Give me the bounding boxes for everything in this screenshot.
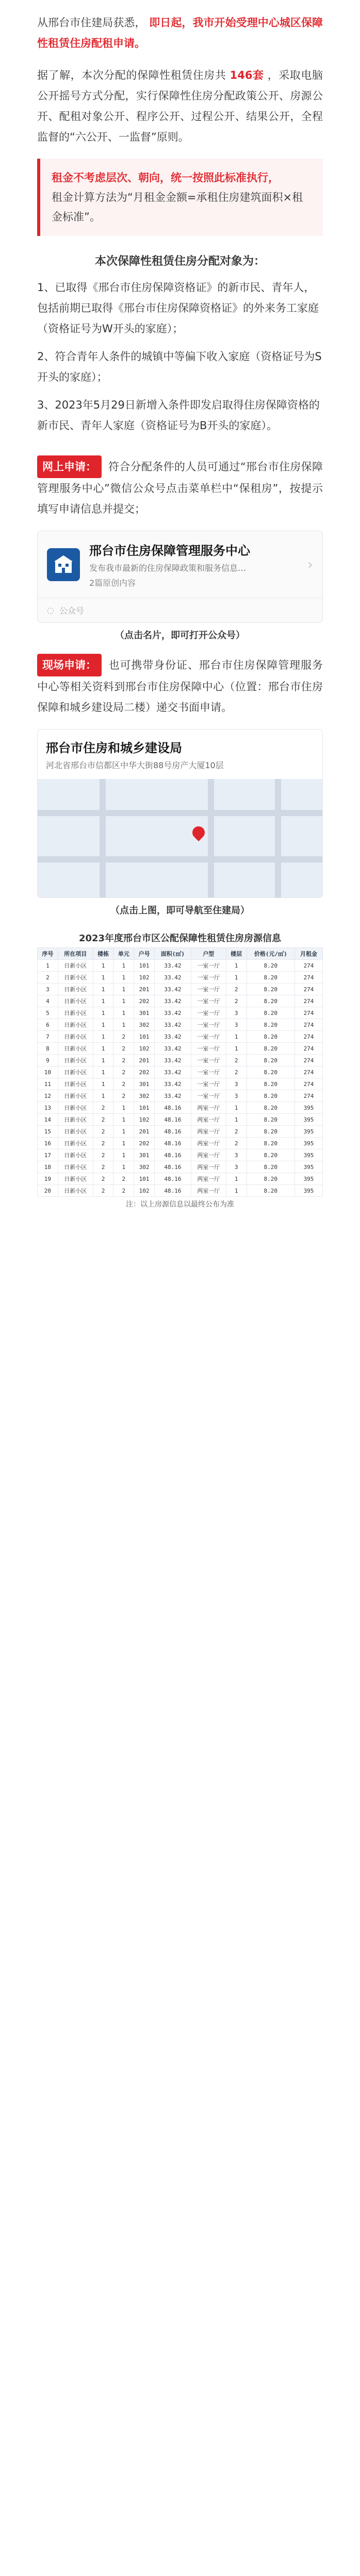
onsite-apply-paragraph [37, 654, 323, 718]
table-cell: 33.42 [154, 972, 191, 984]
table-cell: 2 [93, 1185, 113, 1197]
table-cell: 两室一厅 [191, 1138, 226, 1149]
table-cell: 一室一厅 [191, 995, 226, 1007]
table-cell: 1 [93, 995, 113, 1007]
table-cell: 33.42 [154, 1031, 191, 1043]
table-cell: 8.20 [247, 1078, 294, 1090]
table-cell: 两室一厅 [191, 1114, 226, 1126]
table-cell: 274 [295, 995, 323, 1007]
chevron-right-icon: › [307, 556, 313, 573]
table-cell: 302 [134, 1090, 155, 1102]
housing-table-area [37, 931, 323, 1209]
table-cell: 2 [113, 1090, 134, 1102]
table-cell: 33.42 [154, 1055, 191, 1066]
table-cell: 202 [134, 995, 155, 1007]
table-cell: 日新小区 [58, 1161, 93, 1173]
wechat-card-header[interactable] [38, 531, 322, 598]
table-cell: 两室一厅 [191, 1161, 226, 1173]
housing-table [37, 947, 323, 1197]
table-row [38, 1007, 323, 1019]
table-cell: 8.20 [247, 1102, 294, 1114]
housing-table-title: 2023年度邢台市区公配保障性租赁住房房源信息 [78, 933, 282, 944]
table-cell: 302 [134, 1161, 155, 1173]
table-cell: 2 [93, 1102, 113, 1114]
table-cell: 1 [93, 960, 113, 972]
table-cell: 274 [295, 984, 323, 995]
table-cell: 2 [93, 1138, 113, 1149]
table-cell: 301 [134, 1078, 155, 1090]
table-cell: 2 [93, 1149, 113, 1161]
table-cell: 2 [226, 995, 247, 1007]
table-cell: 48.16 [154, 1138, 191, 1149]
map-caption: （点击上图，即可导航至住建局） [110, 905, 250, 916]
table-cell: 8.20 [247, 1138, 294, 1149]
table-cell: 1 [226, 1185, 247, 1197]
table-cell: 33.42 [154, 960, 191, 972]
table-cell: 48.16 [154, 1185, 191, 1197]
col-header: 价格(元/㎡) [247, 948, 294, 960]
table-row [38, 1066, 323, 1078]
table-cell: 48.16 [154, 1102, 191, 1114]
table-cell: 1 [113, 1007, 134, 1019]
table-row [38, 1138, 323, 1149]
table-cell: 2 [226, 984, 247, 995]
housing-table-body [38, 960, 323, 1197]
table-cell: 5 [38, 1007, 58, 1019]
table-cell: 201 [134, 984, 155, 995]
table-cell: 8.20 [247, 1090, 294, 1102]
table-cell: 2 [226, 1055, 247, 1066]
table-cell: 2 [113, 1185, 134, 1197]
table-cell: 3 [38, 984, 58, 995]
table-cell: 2 [113, 1043, 134, 1055]
table-cell: 12 [38, 1090, 58, 1102]
table-row [38, 1114, 323, 1126]
table-cell: 274 [295, 1055, 323, 1066]
table-cell: 6 [38, 1019, 58, 1031]
table-cell: 两室一厅 [191, 1173, 226, 1185]
table-cell: 1 [93, 972, 113, 984]
table-cell: 9 [38, 1055, 58, 1066]
table-cell: 1 [93, 1007, 113, 1019]
col-header: 楼栋 [93, 948, 113, 960]
col-header: 楼层 [226, 948, 247, 960]
housing-table-header-row [38, 948, 323, 960]
table-row [38, 1102, 323, 1114]
table-cell: 395 [295, 1102, 323, 1114]
table-cell: 274 [295, 1043, 323, 1055]
table-cell: 日新小区 [58, 1185, 93, 1197]
online-apply-paragraph [37, 455, 323, 519]
table-cell: 1 [93, 1031, 113, 1043]
table-cell: 302 [134, 1019, 155, 1031]
table-cell: 两室一厅 [191, 1102, 226, 1114]
table-cell: 一室一厅 [191, 1078, 226, 1090]
wechat-icon: ◌ [47, 605, 54, 615]
wechat-card-caption: （点击名片，即可打开公众号） [115, 630, 245, 641]
table-cell: 日新小区 [58, 1102, 93, 1114]
table-cell: 3 [226, 1149, 247, 1161]
table-cell: 1 [113, 972, 134, 984]
table-cell: 日新小区 [58, 1149, 93, 1161]
table-cell: 一室一厅 [191, 1090, 226, 1102]
table-cell: 2 [93, 1173, 113, 1185]
wechat-account-desc: 发布我市最新的住房保障政策和服务信息… [89, 563, 247, 573]
table-cell: 16 [38, 1138, 58, 1149]
rent-callout-text: 租金计算方法为“月租金金额=承租住房建筑面积×租金标准”。 [52, 191, 303, 223]
table-cell: 1 [93, 1043, 113, 1055]
online-apply-text: 符合分配条件的人员可通过“邢台市住房保障管理服务中心”微信公众号点击菜单栏中“保租房”，按提示填写申请信息并提交； [37, 461, 323, 515]
table-cell: 1 [113, 1019, 134, 1031]
table-cell: 日新小区 [58, 1043, 93, 1055]
table-cell: 日新小区 [58, 1173, 93, 1185]
table-cell: 1 [113, 984, 134, 995]
rent-callout-title: 租金不考虑层次、朝向，统一按照此标准执行， [52, 172, 279, 184]
table-cell: 日新小区 [58, 1138, 93, 1149]
table-row [38, 1043, 323, 1055]
table-cell: 1 [226, 1031, 247, 1043]
table-cell: 101 [134, 960, 155, 972]
table-cell: 8.20 [247, 1114, 294, 1126]
table-cell: 274 [295, 960, 323, 972]
table-cell: 8.20 [247, 1173, 294, 1185]
table-cell: 日新小区 [58, 995, 93, 1007]
table-cell: 33.42 [154, 1043, 191, 1055]
housing-table-note: 注：以上房源信息以最终公布为准 [126, 1200, 234, 1209]
table-cell: 2 [113, 1066, 134, 1078]
col-header: 面积(㎡) [154, 948, 191, 960]
table-cell: 395 [295, 1161, 323, 1173]
col-header: 单元 [113, 948, 134, 960]
table-cell: 395 [295, 1173, 323, 1185]
table-cell: 一室一厅 [191, 1055, 226, 1066]
map-address: 河北省邢台市信都区中华大街88号房产大厦10层 [46, 760, 224, 770]
table-cell: 274 [295, 1031, 323, 1043]
target-item: 3、2023年5月29日新增入条件即发启取得住房保障资格的新市民、青年人家庭（资格证号为B开头的家庭）。 [37, 399, 320, 432]
table-cell: 101 [134, 1031, 155, 1043]
table-cell: 48.16 [154, 1173, 191, 1185]
table-cell: 201 [134, 1126, 155, 1138]
table-cell: 14 [38, 1114, 58, 1126]
table-cell: 102 [134, 1043, 155, 1055]
wechat-card-footer-label: 公众号 [59, 606, 84, 616]
table-cell: 101 [134, 1173, 155, 1185]
table-cell: 301 [134, 1007, 155, 1019]
table-cell: 2 [93, 1161, 113, 1173]
table-cell: 日新小区 [58, 1031, 93, 1043]
table-cell: 8.20 [247, 1066, 294, 1078]
table-cell: 日新小区 [58, 1066, 93, 1078]
table-cell: 274 [295, 1090, 323, 1102]
target-item: 1、已取得《邢台市住房保障资格证》的新市民、青年人，包括前期已取得《邢台市住房保障资格证》的外来务工家庭（资格证号为W开头的家庭）； [37, 281, 319, 335]
table-cell: 1 [113, 1126, 134, 1138]
table-cell: 日新小区 [58, 1126, 93, 1138]
table-cell: 8 [38, 1043, 58, 1055]
table-cell: 1 [226, 1043, 247, 1055]
table-cell: 8.20 [247, 1031, 294, 1043]
table-cell: 一室一厅 [191, 972, 226, 984]
table-cell: 8.20 [247, 995, 294, 1007]
housing-table-head [38, 948, 323, 960]
table-cell: 202 [134, 1066, 155, 1078]
table-row [38, 984, 323, 995]
table-cell: 33.42 [154, 1007, 191, 1019]
table-cell: 3 [226, 1161, 247, 1173]
distribution-count: 146套 [230, 69, 264, 81]
table-cell: 1 [93, 1055, 113, 1066]
wechat-account-card[interactable] [37, 531, 323, 623]
col-header: 户型 [191, 948, 226, 960]
table-cell: 33.42 [154, 984, 191, 995]
table-cell: 一室一厅 [191, 1043, 226, 1055]
target-item: 2、符合青年人条件的城镇中等偏下收入家庭（资格证号为S开头的家庭）； [37, 350, 322, 383]
table-cell: 8.20 [247, 972, 294, 984]
table-cell: 1 [113, 1102, 134, 1114]
table-row [38, 1126, 323, 1138]
table-cell: 2 [113, 1055, 134, 1066]
target-list [0, 277, 360, 436]
table-cell: 274 [295, 1066, 323, 1078]
rent-callout [37, 159, 323, 236]
table-cell: 8.20 [247, 984, 294, 995]
table-cell: 2 [226, 1126, 247, 1138]
table-row [38, 1173, 323, 1185]
online-apply-badge: 网上申请： [37, 455, 102, 478]
table-cell: 两室一厅 [191, 1126, 226, 1138]
table-row [38, 1031, 323, 1043]
table-cell: 395 [295, 1114, 323, 1126]
table-cell: 1 [113, 1161, 134, 1173]
table-cell: 1 [113, 1138, 134, 1149]
table-cell: 1 [38, 960, 58, 972]
intro-highlight: 即日起，我市开始受理中心城区保障性租赁住房配租申请。 [37, 16, 323, 49]
table-cell: 一室一厅 [191, 1007, 226, 1019]
table-cell: 日新小区 [58, 984, 93, 995]
table-cell: 101 [134, 1102, 155, 1114]
building-icon [52, 553, 75, 576]
table-row [38, 1090, 323, 1102]
table-row [38, 1055, 323, 1066]
table-cell: 1 [113, 995, 134, 1007]
table-cell: 395 [295, 1126, 323, 1138]
table-cell: 8.20 [247, 1149, 294, 1161]
map-road [208, 779, 214, 897]
table-cell: 395 [295, 1185, 323, 1197]
onsite-apply-badge: 现场申请： [37, 654, 102, 676]
table-cell: 48.16 [154, 1126, 191, 1138]
table-cell: 274 [295, 1007, 323, 1019]
table-cell: 日新小区 [58, 1055, 93, 1066]
table-row [38, 1149, 323, 1161]
distribution-text-rest: ，采取电脑公开摇号方式分配，实行保障性住房分配政策公开、房源公开、配租对象公开、程序公开、过程公开、结果公开，全程监督的“六公开、一监督”原则。 [37, 69, 323, 143]
col-header: 所在项目 [58, 948, 93, 960]
table-cell: 8.20 [247, 960, 294, 972]
table-cell: 202 [134, 1138, 155, 1149]
table-row [38, 1161, 323, 1173]
table-cell: 一室一厅 [191, 1031, 226, 1043]
table-cell: 一室一厅 [191, 1066, 226, 1078]
table-cell: 日新小区 [58, 960, 93, 972]
target-heading: 本次保障性租赁住房分配对象为： [94, 255, 265, 268]
table-row [38, 1185, 323, 1197]
wechat-card-text [89, 540, 250, 588]
map-road [275, 779, 281, 897]
table-cell: 1 [93, 1090, 113, 1102]
table-cell: 274 [295, 972, 323, 984]
table-cell: 274 [295, 1078, 323, 1090]
table-cell: 一室一厅 [191, 984, 226, 995]
wechat-account-name: 邢台市住房保障管理服务中心 [89, 544, 250, 558]
intro-paragraph [37, 12, 323, 54]
table-cell: 8.20 [247, 1161, 294, 1173]
table-cell: 1 [226, 960, 247, 972]
table-cell: 33.42 [154, 995, 191, 1007]
table-cell: 301 [134, 1149, 155, 1161]
table-cell: 102 [134, 1114, 155, 1126]
table-cell: 8.20 [247, 1019, 294, 1031]
intro-section [0, 0, 360, 147]
table-cell: 33.42 [154, 1019, 191, 1031]
map-title: 邢台市住房和城乡建设局 [46, 741, 182, 755]
table-cell: 48.16 [154, 1161, 191, 1173]
table-cell: 274 [295, 1019, 323, 1031]
table-cell: 19 [38, 1173, 58, 1185]
table-cell: 1 [93, 1066, 113, 1078]
table-cell: 7 [38, 1031, 58, 1043]
table-cell: 8.20 [247, 1043, 294, 1055]
table-cell: 2 [113, 1031, 134, 1043]
table-cell: 102 [134, 972, 155, 984]
location-map-card[interactable] [37, 729, 323, 898]
table-cell: 395 [295, 1138, 323, 1149]
table-cell: 20 [38, 1185, 58, 1197]
map-road [100, 779, 106, 897]
table-row [38, 972, 323, 984]
table-cell: 3 [226, 1078, 247, 1090]
table-cell: 1 [113, 960, 134, 972]
table-cell: 日新小区 [58, 1007, 93, 1019]
wechat-card-footer [38, 598, 322, 622]
table-cell: 2 [113, 1078, 134, 1090]
table-cell: 一室一厅 [191, 960, 226, 972]
table-cell: 8.20 [247, 1126, 294, 1138]
table-cell: 一室一厅 [191, 1019, 226, 1031]
table-cell: 2 [93, 1126, 113, 1138]
distribution-paragraph [37, 65, 323, 147]
table-cell: 2 [38, 972, 58, 984]
distribution-text-prefix: 据了解，本次分配的保障性租赁住房共 [37, 69, 226, 81]
online-apply-section [0, 443, 360, 519]
intro-text: 从邢台市住建局获悉， [37, 16, 146, 29]
table-cell: 10 [38, 1066, 58, 1078]
table-row [38, 960, 323, 972]
table-cell: 8.20 [247, 1055, 294, 1066]
table-cell: 2 [226, 1066, 247, 1078]
table-cell: 日新小区 [58, 972, 93, 984]
table-cell: 两室一厅 [191, 1185, 226, 1197]
table-cell: 3 [226, 1090, 247, 1102]
location-pin-icon [190, 824, 207, 841]
table-cell: 48.16 [154, 1114, 191, 1126]
table-cell: 15 [38, 1126, 58, 1138]
table-cell: 1 [226, 1102, 247, 1114]
map-image[interactable] [38, 779, 322, 897]
table-cell: 1 [226, 1173, 247, 1185]
table-row [38, 1078, 323, 1090]
map-header [38, 730, 322, 779]
table-cell: 1 [226, 1114, 247, 1126]
wechat-account-avatar [47, 548, 80, 581]
table-cell: 2 [93, 1114, 113, 1126]
col-header: 序号 [38, 948, 58, 960]
table-row [38, 995, 323, 1007]
table-cell: 2 [226, 1138, 247, 1149]
table-cell: 201 [134, 1055, 155, 1066]
table-cell: 日新小区 [58, 1114, 93, 1126]
wechat-account-count: 2篇原创内容 [89, 578, 136, 588]
col-header: 户号 [134, 948, 155, 960]
table-cell: 48.16 [154, 1149, 191, 1161]
table-cell: 1 [113, 1114, 134, 1126]
table-cell: 18 [38, 1161, 58, 1173]
table-cell: 3 [226, 1019, 247, 1031]
table-cell: 17 [38, 1149, 58, 1161]
table-row [38, 1019, 323, 1031]
table-cell: 33.42 [154, 1078, 191, 1090]
table-cell: 1 [93, 984, 113, 995]
onsite-apply-section [0, 641, 360, 718]
table-cell: 1 [113, 1149, 134, 1161]
table-cell: 102 [134, 1185, 155, 1197]
table-cell: 8.20 [247, 1185, 294, 1197]
table-cell: 11 [38, 1078, 58, 1090]
table-cell: 4 [38, 995, 58, 1007]
table-cell: 日新小区 [58, 1019, 93, 1031]
table-cell: 2 [113, 1173, 134, 1185]
table-cell: 8.20 [247, 1007, 294, 1019]
onsite-apply-text: 也可携带身份证、邢台市住房保障管理服务中心等相关资料到邢台市住房保障中心（位置：邢台市住房保障和城乡建设局二楼）递交书面申请。 [37, 659, 323, 714]
table-cell: 两室一厅 [191, 1149, 226, 1161]
table-cell: 日新小区 [58, 1090, 93, 1102]
table-cell: 1 [226, 972, 247, 984]
table-cell: 3 [226, 1007, 247, 1019]
table-cell: 日新小区 [58, 1078, 93, 1090]
table-cell: 1 [93, 1078, 113, 1090]
table-cell: 395 [295, 1149, 323, 1161]
table-cell: 13 [38, 1102, 58, 1114]
col-header: 月租金 [295, 948, 323, 960]
table-cell: 33.42 [154, 1090, 191, 1102]
table-cell: 1 [93, 1019, 113, 1031]
table-cell: 33.42 [154, 1066, 191, 1078]
